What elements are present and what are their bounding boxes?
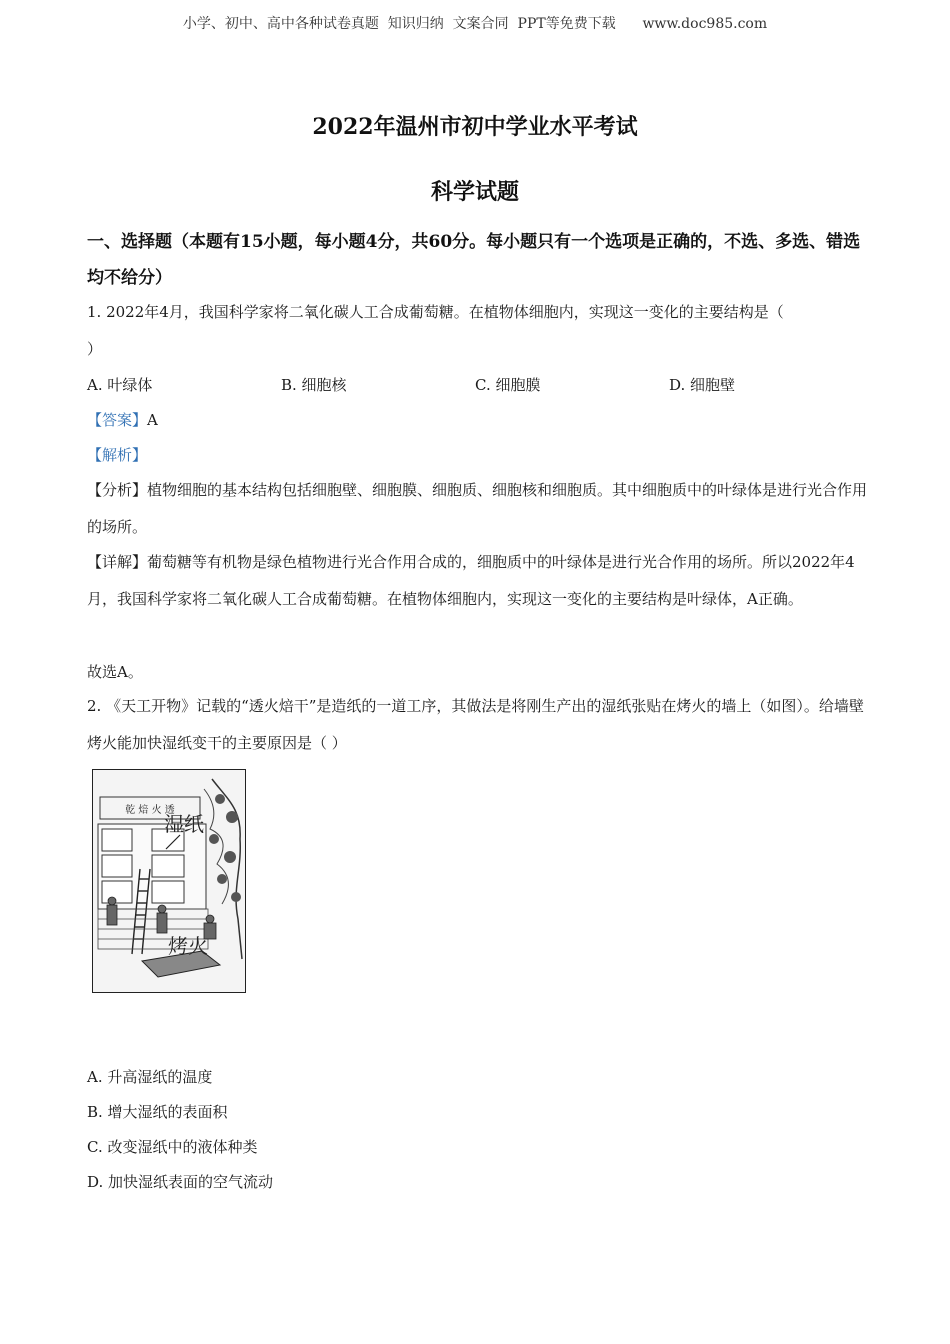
q2-option-c: C. 改变湿纸中的液体种类 xyxy=(87,1138,258,1156)
q2-option-a: A. 升高湿纸的温度 xyxy=(87,1068,213,1086)
q1-option-a: A. 叶绿体 xyxy=(87,376,153,394)
answer-value: A xyxy=(147,411,158,429)
q2-option-d: D. 加快湿纸表面的空气流动 xyxy=(87,1173,274,1191)
q1-fenxi: 【分析】植物细胞的基本结构包括细胞壁、细胞膜、细胞质、细胞核和细胞质。其中细胞质中的叶绿体是进行光合作用的场所。 xyxy=(87,481,868,536)
page-header: 小学、初中、高中各种试卷真题 知识归纳 文案合同 PPT等免费下载 www.doc985.com xyxy=(182,16,768,32)
exam-subtitle: 科学试题 xyxy=(430,179,519,205)
label-fire: 烤火 xyxy=(168,934,208,958)
q1-xiangjie: 【详解】葡萄糖等有机物是绿色植物进行光合作用合成的，细胞质中的叶绿体是进行光合作用的场所。所以2022年4月，我国科学家将二氧化碳人工合成葡萄糖。在植物体细胞内，实现这一变化的主要结构是叶绿体，A正确。 xyxy=(87,553,855,608)
exam-title: 2022年温州市初中学业水平考试 xyxy=(312,114,638,140)
question-2-stem: 2. 《天工开物》记载的“透火焙干”是造纸的一道工序，其做法是将刚生产出的湿纸张贴在烤火的墙上（如图）。给墙壁烤火能加快湿纸变干的主要原因是（ ） xyxy=(87,697,864,752)
q1-conclusion: 故选A。 xyxy=(87,663,143,681)
q1-option-c: C. 细胞膜 xyxy=(475,376,541,394)
analysis-tag: 【解析】 xyxy=(87,446,148,464)
woodcut-illustration xyxy=(92,769,246,993)
figure-inscription: 乾 焙 火 透 xyxy=(125,805,175,816)
q1-option-d: D. 细胞壁 xyxy=(669,376,736,394)
question-1-stem xyxy=(87,294,867,368)
section-heading: 一、选择题（本题有15小题，每小题4分，共60分。每小题只有一个选项是正确的，不选、多选、错选均不给分） xyxy=(87,232,861,288)
question-1-stem-end: ） xyxy=(87,340,103,358)
q1-answer-line xyxy=(87,409,158,431)
q1-option-b: B. 细胞核 xyxy=(281,376,347,394)
label-wet-paper: 湿纸 xyxy=(164,812,204,836)
question-1-stem-text: 1. 2022年4月，我国科学家将二氧化碳人工合成葡萄糖。在植物体细胞内，实现这一变化的主要结构是（ xyxy=(87,303,784,321)
answer-tag: 【答案】 xyxy=(87,411,148,429)
q2-option-b: B. 增大湿纸的表面积 xyxy=(87,1103,228,1121)
